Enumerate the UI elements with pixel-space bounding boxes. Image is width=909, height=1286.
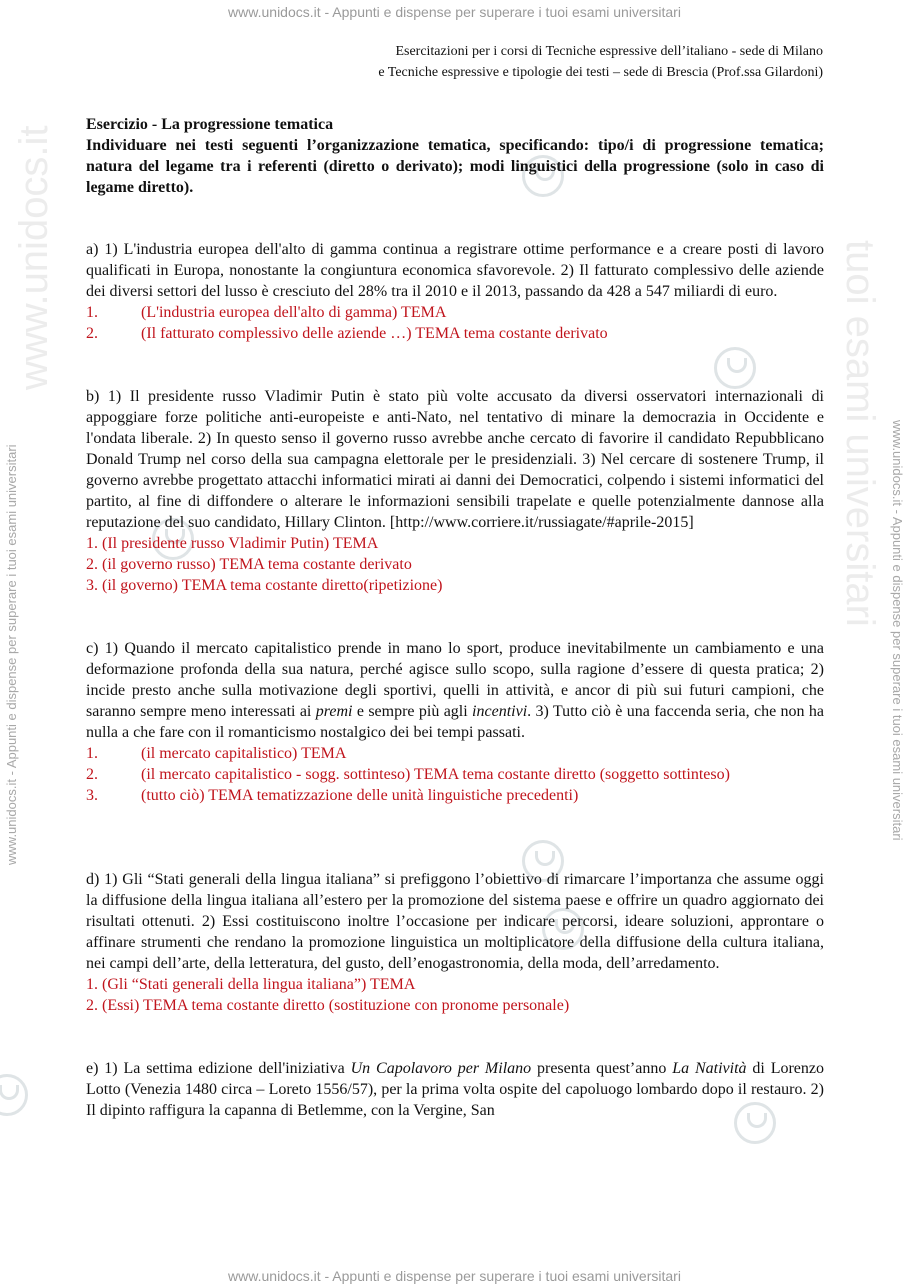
exercise-d-text: d) 1) Gli “Stati generali della lingua italiana” si prefiggono l’obiettivo di rimarcare l’importanza che assume oggi la diffusione della lingua italiana all’estero per la promozione del sistema paese e offrire un quadro aggiornato dei risultati ottenuti. 2) Essi costituiscono inoltre l’occasione per indicare percorsi, ideare soluzioni, approntare o affinare strumenti che rendano la promozione linguistica un moltiplicatore della diffusione della cultura italiana, nei campi dell’arte, della letteratura, del gusto, dell’enogastronomia, della moda, dell’arredamento.	[86, 871, 824, 972]
exercise-c-answer	[86, 764, 824, 785]
exercise-a	[86, 239, 824, 344]
exercise-instructions: Individuare nei testi seguenti l’organizzazione tematica, specificando: tipo/i di progressione tematica; natura del legame tra i referenti (diretto o derivato); modi linguistici della progressione (solo in caso di legame diretto).	[86, 137, 824, 196]
unidocs-logo-icon	[0, 1074, 28, 1116]
exercise-d	[86, 869, 824, 1016]
exercise-b-answer: 2. (il governo russo) TEMA tema costante derivato	[86, 556, 412, 573]
watermark-ghost-left: www.unidocs.it	[12, 125, 56, 390]
course-header-line2: e Tecniche espressive e tipologie dei testi – sede di Brescia (Prof.ssa Gilardoni)	[378, 65, 823, 80]
exercise-b-answer: 3. (il governo) TEMA tema costante diretto(ripetizione)	[86, 577, 443, 594]
exercise-b	[86, 386, 824, 596]
text-run: di Lorenzo Lotto (Venezia 1480 circa – Loreto 1556/57), per la prima volta ospite del capoluogo lombardo dopo il restauro. 2) Il dipinto raffigura la capanna di Betlemme, con la Vergine, San	[86, 1060, 825, 1119]
exercise-b-text: b) 1) Il presidente russo Vladimir Putin è stato più volte accusato da diversi osservatori internazionali di appoggiare forze politiche anti-europeiste e anti-Nato, nel tentativo di minare la democrazia in Occidente e l'ondata liberale. 2) In questo senso il governo russo avrebbe anche cercato di favorire il candidato Repubblicano Donald Trump nel corso della sua campagna elettorale per le presidenziali. 3) Nel cercare di sostenere Trump, il governo avrebbe progettato attacchi informatici mirati ai danni dei Democratici, colpendo i sistemi informatici del partito, al fine di diffondere o alterare le informazioni sensibili trapelate e quelle potenzialmente dannose alla reputazione del suo candidato, Hillary Clinton. [http://www.corriere.it/russiagate/#aprile-2015]	[86, 388, 824, 531]
exercise-a-answer	[86, 302, 824, 323]
emphasis: La Natività	[672, 1060, 747, 1077]
answer-number: 2.	[86, 766, 98, 783]
watermark-bottom: www.unidocs.it - Appunti e dispense per superare i tuoi esami universitari	[228, 1268, 681, 1284]
course-header-line1: Esercitazioni per i corsi di Tecniche espressive dell’italiano - sede di Milano	[395, 44, 823, 59]
answer-text: (tutto ciò) TEMA tematizzazione delle unità linguistiche precedenti)	[141, 787, 579, 804]
answer-number: 3.	[86, 787, 98, 804]
answer-text: (il mercato capitalistico - sogg. sottinteso) TEMA tema costante diretto (soggetto sottinteso)	[141, 766, 730, 783]
answer-text: (il mercato capitalistico) TEMA	[141, 745, 347, 762]
text-run: . 3) Tutto ciò è una faccenda seria, che non ha nulla a che fare con il romanticismo nostalgico dei bei tempi passati.	[86, 703, 825, 741]
exercise-title: Esercizio - La progressione tematica	[86, 116, 334, 133]
exercise-c	[86, 638, 824, 806]
exercise-body	[86, 114, 824, 1121]
text-run: presenta quest’anno	[531, 1060, 673, 1077]
text-run: e) 1) La settima edizione dell'iniziativa	[86, 1060, 351, 1077]
emphasis: Un Capolavoro per Milano	[350, 1060, 532, 1077]
exercise-c-answer	[86, 743, 824, 764]
answer-text: (L'industria europea dell'alto di gamma) TEMA	[141, 304, 447, 321]
answer-number: 1.	[86, 304, 98, 321]
answer-text: (Il fatturato complessivo delle aziende …) TEMA tema costante derivato	[141, 325, 608, 342]
exercise-a-text: a) 1) L'industria europea dell'alto di gamma continua a registrare ottime performance e a creare posti di lavoro qualificati in Europa, nonostante la congiuntura economica sfavorevole. 2) Il fatturato complessivo delle aziende dei diversi settori del lusso è cresciuto del 28% tra il 2010 e il 2013, passando da 428 a 547 miliardi di euro.	[86, 241, 824, 300]
emphasis: premi	[315, 703, 353, 720]
answer-number: 1.	[86, 745, 98, 762]
exercise-e	[86, 1058, 824, 1121]
exercise-c-text	[86, 638, 824, 743]
exercise-c-answer	[86, 785, 824, 806]
watermark-side-left: www.unidocs.it - Appunti e dispense per superare i tuoi esami universitari	[4, 444, 19, 865]
watermark-top: www.unidocs.it - Appunti e dispense per superare i tuoi esami universitari	[228, 4, 681, 20]
text-run: c) 1) Quando il mercato capitalistico prende in mano lo sport, produce inevitabilmente un cambiamento e una deformazione profonda della sua natura, perché agisce sullo scopo, sulla ragione d’essere di questa pratica; 2) incide presto anche sulla motivazione degli sportivi, quelli in attività, e ancor di più sui futuri campioni, che saranno sempre meno interessati ai	[86, 640, 824, 720]
exercise-b-answer: 1. (Il presidente russo Vladimir Putin) TEMA	[86, 535, 379, 552]
exercise-a-answer	[86, 323, 824, 344]
exercise-d-answer: 1. (Gli “Stati generali della lingua italiana”) TEMA	[86, 976, 416, 993]
answer-number: 2.	[86, 325, 98, 342]
watermark-side-right: www.unidocs.it - Appunti e dispense per superare i tuoi esami universitari	[890, 420, 905, 841]
watermark-ghost-right: tuoi esami universitari	[838, 240, 882, 627]
course-header	[378, 41, 823, 83]
emphasis: incentivi	[472, 703, 528, 720]
exercise-e-text	[86, 1058, 824, 1121]
exercise-d-answer: 2. (Essi) TEMA tema costante diretto (sostituzione con pronome personale)	[86, 997, 570, 1014]
text-run: e sempre più agli	[352, 703, 473, 720]
